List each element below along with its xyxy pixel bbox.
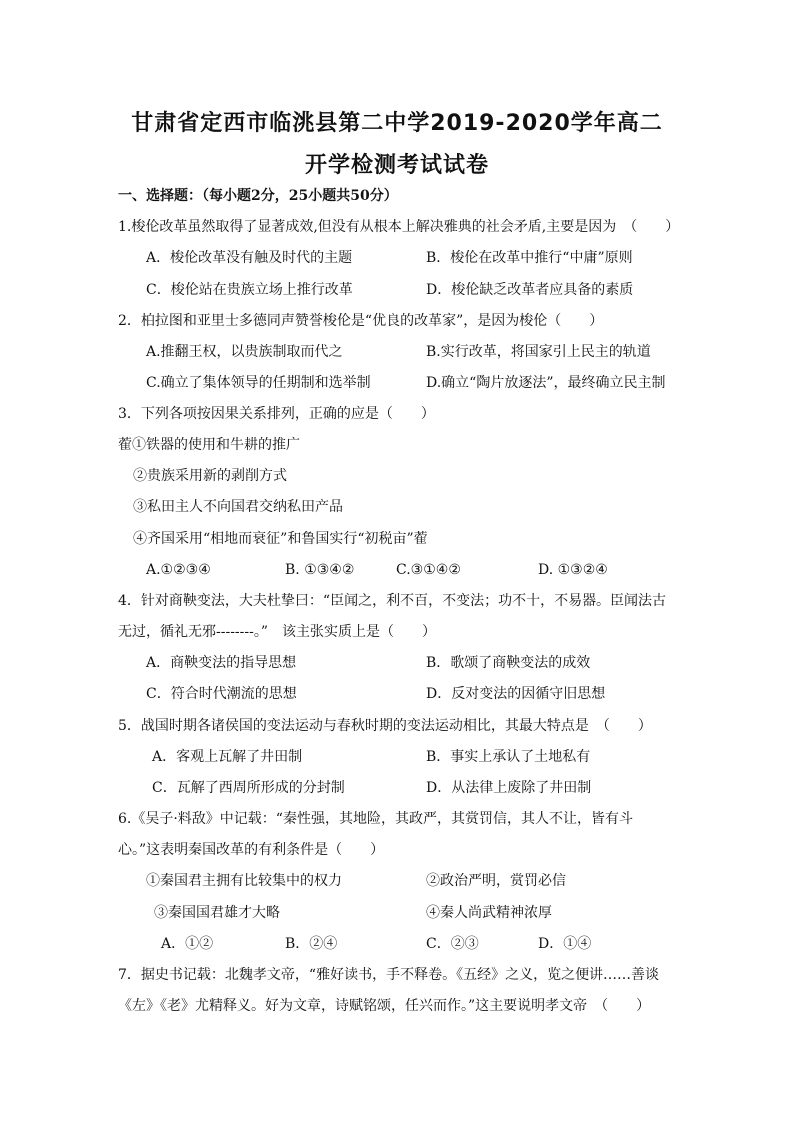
question-3-option-b: B. ①③④② — [285, 562, 355, 578]
question-6-item-1: ①秦国君主拥有比较集中的权力 — [146, 873, 342, 889]
question-4-option-b: B．歌颂了商鞅变法的成效 — [426, 655, 591, 671]
question-6-item-3: ③秦国国君雄才大略 — [154, 905, 280, 921]
question-6-stem-line1: 6.《吴子·料敌》中记载：“秦性强，其地险，其政严，其赏罚信，其人不让，皆有斗 — [118, 811, 633, 827]
question-2-option-d: D.确立“陶片放逐法”，最终确立民主制 — [426, 375, 666, 391]
question-6-option-c: C．②③ — [426, 936, 479, 952]
question-6-item-4: ④秦人尚武精神浓厚 — [426, 905, 552, 921]
question-1-option-c: C．梭伦站在贵族立场上推行改革 — [146, 282, 353, 298]
question-5-option-b: B．事实上承认了土地私有 — [426, 749, 591, 765]
exam-title-line2: 开学检测考试试卷 — [304, 153, 489, 178]
question-6-option-d: D．①④ — [538, 936, 592, 952]
question-4-stem-line1: 4．针对商鞅变法，大夫杜挚曰：“臣闻之，利不百，不变法；功不十，不易器。臣闻法古 — [118, 593, 667, 609]
question-1-option-d: D．梭伦缺乏改革者应具备的素质 — [426, 282, 634, 298]
question-3-stem: 3．下列各项按因果关系排列，正确的应是（ ） — [118, 406, 435, 422]
question-2-option-a: A.推翻王权，以贵族制取而代之 — [146, 344, 343, 360]
question-2-stem: 2．柏拉图和亚里士多德同声赞誉梭伦是“优良的改革家”，是因为梭伦（ ） — [118, 313, 604, 329]
question-6-stem-line2: 心。”这表明秦国改革的有利条件是（ ） — [118, 842, 385, 858]
question-5-stem: 5．战国时期各诸侯国的变法运动与春秋时期的变法运动相比，其最大特点是 （ ） — [118, 718, 652, 734]
question-4-option-d: D．反对变法的因循守旧思想 — [426, 686, 606, 702]
question-3-item-1: 蒮①铁器的使用和牛耕的推广 — [118, 437, 300, 453]
question-1-option-b: B．梭伦在改革中推行“中庸”原则 — [426, 250, 633, 266]
question-7-stem-line2: 《左》《老》尤精释义。好为文章，诗赋铭颂，任兴而作。”这主要说明孝文帝 （ ） — [118, 998, 651, 1014]
question-1-stem: 1.梭伦改革虽然取得了显著成效,但没有从根本上解决雅典的社会矛盾,主要是因为 （ ） — [118, 219, 680, 235]
question-5-option-c: C．瓦解了西周所形成的分封制 — [152, 780, 345, 796]
question-4-option-c: C．符合时代潮流的思想 — [146, 686, 297, 702]
question-3-option-c: C.③①④② — [396, 562, 461, 578]
question-3-option-a: A.①②③④ — [146, 562, 211, 578]
question-2-option-c: C.确立了集体领导的任期制和选举制 — [146, 375, 371, 391]
question-1-option-a: A．梭伦改革没有触及时代的主题 — [146, 250, 353, 266]
question-7-stem-line1: 7．据史书记载：北魏孝文帝，“雅好读书，手不释卷。《五经》之义，览之便讲……善谈 — [118, 967, 660, 983]
question-6-option-a: A．①② — [161, 936, 214, 952]
section-heading: 一、选择题：（每小题2分，25小题共50分） — [118, 188, 398, 204]
question-2-option-b: B.实行改革，将国家引上民主的轨道 — [426, 344, 651, 360]
question-3-item-2: ②贵族采用新的剥削方式 — [133, 468, 287, 484]
question-5-option-a: A．客观上瓦解了井田制 — [152, 749, 303, 765]
exam-title-line1: 甘肃省定西市临洮县第二中学2019-2020学年高二 — [131, 111, 663, 136]
question-3-option-d: D. ①③②④ — [538, 562, 608, 578]
question-3-item-3: ③私田主人不向国君交纳私田产品 — [133, 499, 343, 515]
question-6-option-b: B．②④ — [285, 936, 338, 952]
question-6-item-2: ②政治严明，赏罚必信 — [426, 873, 566, 889]
question-4-option-a: A．商鞅变法的指导思想 — [146, 655, 297, 671]
question-5-option-d: D．从法律上废除了井田制 — [426, 780, 592, 796]
question-4-stem-line2: 无过，循礼无邪--------。” 该主张实质上是（ ） — [118, 624, 436, 640]
question-3-item-4: ④齐国采用“相地而衰征”和鲁国实行“初税亩”蒮 — [133, 531, 428, 547]
